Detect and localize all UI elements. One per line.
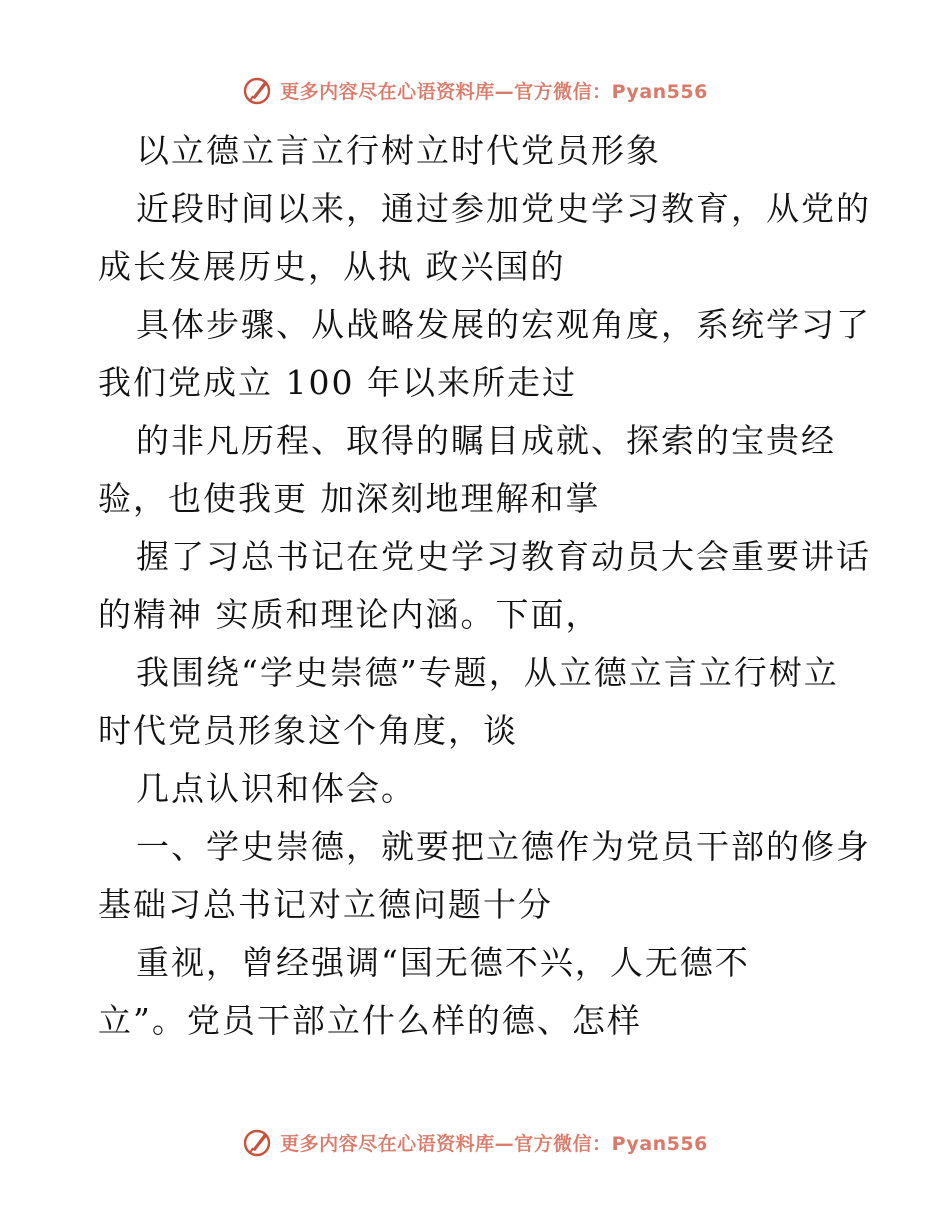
paragraph-line: 重视，曾经强调“国无德不兴，人无德不 <box>136 943 750 982</box>
paragraph-line: 的精神 实质和理论内涵。下面， <box>98 595 601 634</box>
paragraph-line: 几点认识和体会。 <box>136 769 416 808</box>
quill-logo-icon <box>242 74 274 106</box>
header-watermark <box>0 70 950 110</box>
watermark-text: 更多内容尽在心语资料库—官方微信：Pyan556 <box>280 1132 708 1155</box>
paragraph-line: 近段时间以来，通过参加党史学习教育，从党的 <box>136 189 871 228</box>
paragraph-line: 时代党员形象这个角度，谈 <box>98 711 518 750</box>
paragraph-line: 具体步骤、从战略发展的宏观角度，系统学习了 <box>136 305 871 344</box>
document-body <box>98 122 871 1050</box>
paragraph-line: 握了习总书记在党史学习教育动员大会重要讲话 <box>136 537 871 576</box>
paragraph-line: 我们党成立 100 年以来所走过 <box>98 363 577 402</box>
paragraph-line: 立”。党员干部立什么样的德、怎样 <box>98 1001 642 1040</box>
paragraph-line: 的非凡历程、取得的瞩目成就、探索的宝贵经 <box>136 421 836 460</box>
paragraph-line: 成长发展历史，从执 政兴国的 <box>98 247 566 286</box>
watermark-text: 更多内容尽在心语资料库—官方微信：Pyan556 <box>280 80 708 103</box>
quill-logo-icon <box>242 1126 274 1158</box>
paragraph-line: 验，也使我更 加深刻地理解和掌 <box>98 479 601 518</box>
document-title: 以立德立言立行树立时代党员形象 <box>136 131 661 170</box>
paragraph-line: 基础习总书记对立德问题十分 <box>98 885 553 924</box>
footer-watermark <box>0 1122 950 1162</box>
paragraph-line: 我围绕“学史崇德”专题，从立德立言立行树立 <box>136 653 839 692</box>
section-heading-line: 一、学史崇德，就要把立德作为党员干部的修身 <box>136 827 871 866</box>
